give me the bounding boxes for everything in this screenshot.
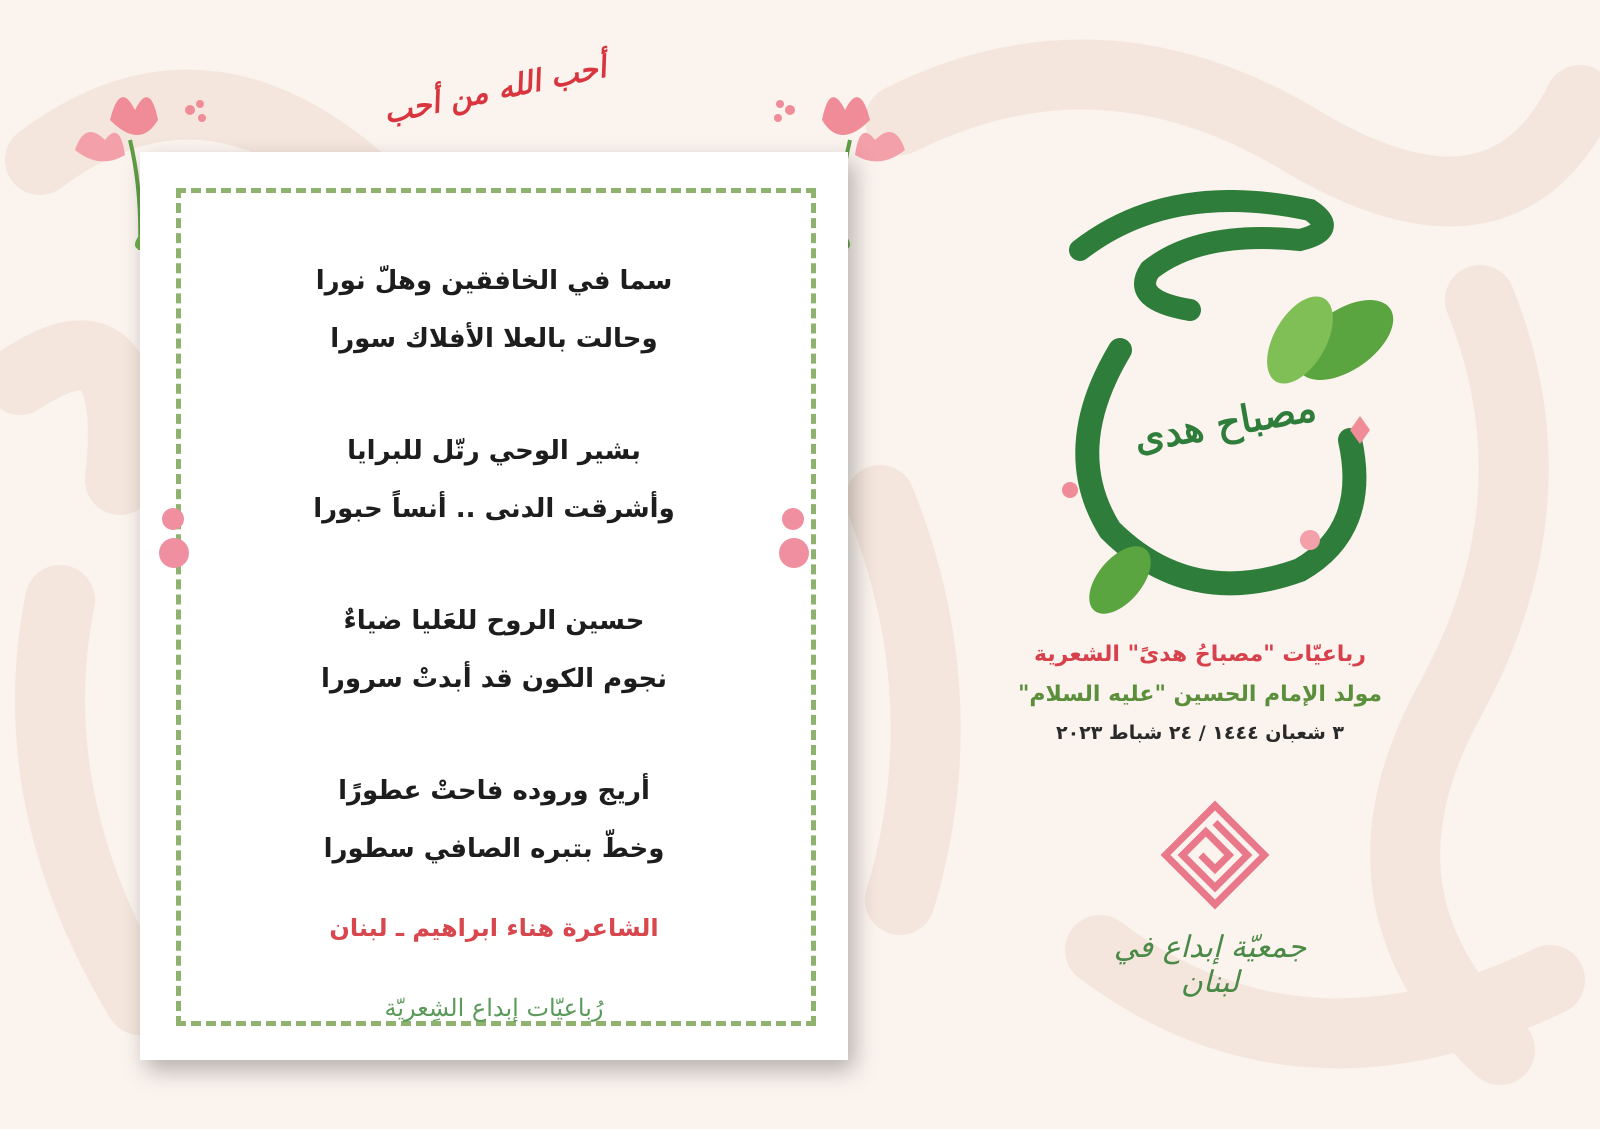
- verse-line: وأشرقت الدنى .. أنساً حبورا: [313, 494, 675, 524]
- poem-card: [140, 152, 848, 1060]
- verse-line: وحالت بالعلا الأفلاك سورا: [330, 324, 658, 354]
- verse-line: بشير الوحي رتّل للبرايا: [347, 436, 641, 466]
- event-title: رباعيّات "مصباحُ هدىً" الشعرية: [1034, 642, 1366, 667]
- stanza: [140, 592, 848, 708]
- header-calligraphy: أحب الله من أحب: [380, 49, 610, 132]
- association-logo: جمعيّة إبداع في لبنان: [1113, 930, 1307, 1000]
- stanza: [140, 422, 848, 538]
- verse-line: نجوم الكون قد أبدتْ سرورا: [321, 664, 667, 694]
- verse-line: حسين الروح للعَليا ضياءٌ: [343, 606, 645, 636]
- card-footer-calligraphy: رُباعيّات إبداع الشِعريّة: [384, 994, 604, 1022]
- stanza: [140, 762, 848, 878]
- verse-line: وخطّ بتبره الصافي سطورا: [323, 834, 665, 864]
- kufic-emblem-icon: [1160, 800, 1270, 910]
- verse-line: سما في الخافقين وهلّ نورا: [315, 266, 673, 296]
- event-date: ٣ شعبان ١٤٤٤ / ٢٤ شباط ٢٠٢٣: [1055, 722, 1345, 744]
- stanza: [140, 252, 848, 368]
- logo-calligraphy: مصباح هدى: [1130, 384, 1320, 461]
- poet-credit: الشاعرة هناء ابراهيم ـ لبنان: [329, 914, 659, 942]
- poem: [140, 252, 848, 932]
- event-subtitle: مولد الإمام الحسين "عليه السلام": [1017, 682, 1383, 707]
- verse-line: أريج وروده فاحتْ عطورًا: [338, 776, 650, 806]
